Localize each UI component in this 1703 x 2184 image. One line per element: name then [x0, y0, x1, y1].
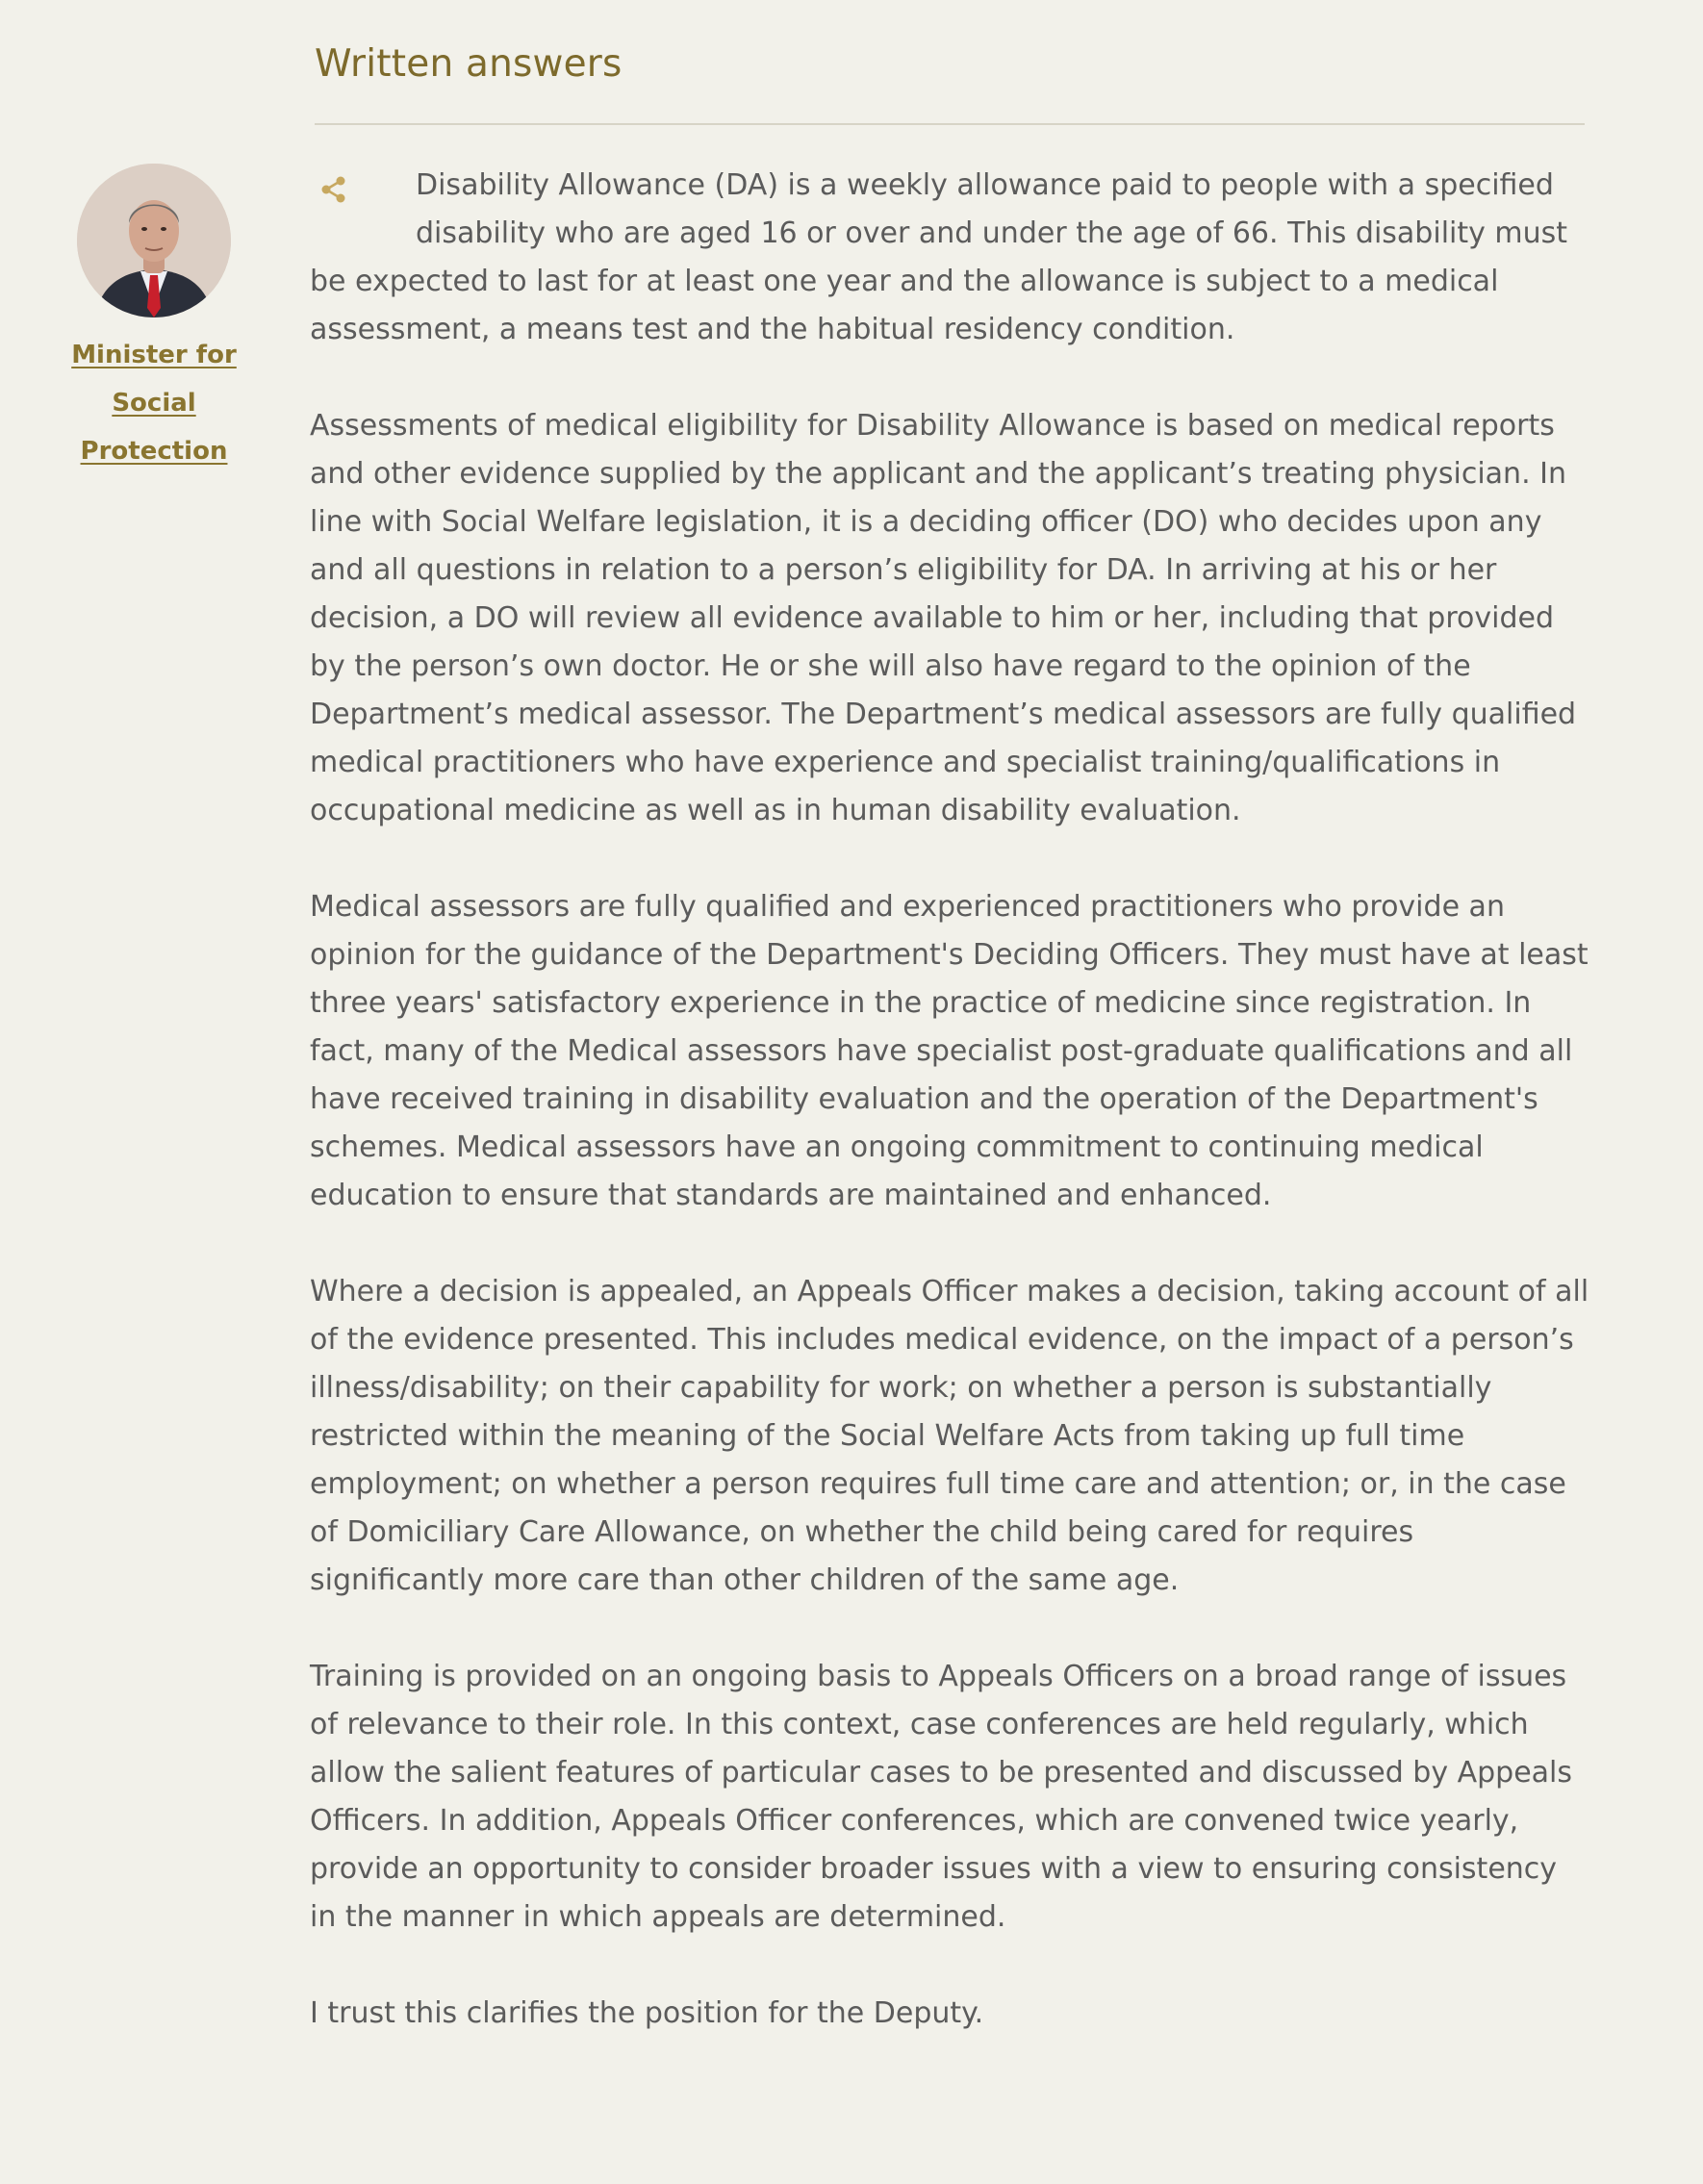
share-icon-spacer — [310, 162, 416, 258]
answer-paragraph: I trust this clarifies the position for the Deputy. — [310, 1996, 984, 2030]
answer-paragraph: Medical assessors are fully qualified and experienced practitioners who provide an opinion for the guidance of the Department's Deciding Officers. They must have at least three years' satisfactory experience in the practice of medicine since registration. In fact, many of the Medical assessors have specialist post-graduate qualifications and all have received training in disability evaluation and the operation of the Department's schemes. Medical assessors have an ongoing commitment to continuing medical education to ensure that standards are maintained and enhanced. — [310, 890, 1589, 1212]
answer-paragraph — [310, 162, 1589, 354]
answer-paragraph: Where a decision is appealed, an Appeals Officer makes a decision, taking account of all of the evidence presented. This includes medical evidence, on the impact of a person’s illness/disability; on their capability for work; on whether a person is substantially restricted within the meaning of the Social Welfare Acts from taking up full time employment; on whether a person requires full time care and attention; or, in the case of Domiciliary Care Allowance, on whether the child being cared for requires significantly more care than other children of the same age. — [310, 1275, 1589, 1597]
answer-paragraph: Assessments of medical eligibility for Disability Allowance is based on medical reports and other evidence supplied by the applicant and the applicant’s treating physician. In line with Social Welfare legislation, it is a deciding officer (DO) who decides upon any and all questions in relation to a person’s eligibility for DA. In arriving at his or her decision, a DO will review all evidence available to him or her, including that provided by the person’s own doctor. He or she will also have regard to the opinion of the Department’s medical assessor. The Department’s medical assessors are fully qualified medical practitioners who have experience and specialist training/qualifications in occupational medicine as well as in human disability evaluation. — [310, 409, 1577, 827]
minister-portrait-icon — [77, 164, 231, 317]
title-divider — [315, 123, 1585, 125]
speaker-role-link[interactable]: Minister for Social Protection — [71, 341, 237, 466]
speaker-panel — [58, 164, 250, 475]
answer-body — [310, 162, 1589, 2086]
minister-avatar[interactable] — [77, 164, 231, 317]
answer-paragraph: Training is provided on an ongoing basis to Appeals Officers on a broad range of issues of relevance to their role. In this context, case conferences are held regularly, which allow the salient features of particular cases to be presented and discussed by Appeals Officers. In addition, Appeals Officer conferences, which are convened twice yearly, provide an opportunity to consider broader issues with a view to ensuring consistency in the manner in which appeals are determined. — [310, 1660, 1573, 1934]
section-title: Written answers — [315, 42, 623, 86]
answer-paragraph-text: Disability Allowance (DA) is a weekly allowance paid to people with a specified disability who are aged 16 or over and under the age of 66. This disability must be expected to last for at least one year and the allowance is subject to a medical assessment, a means test and the habitual residency condition. — [310, 168, 1568, 346]
